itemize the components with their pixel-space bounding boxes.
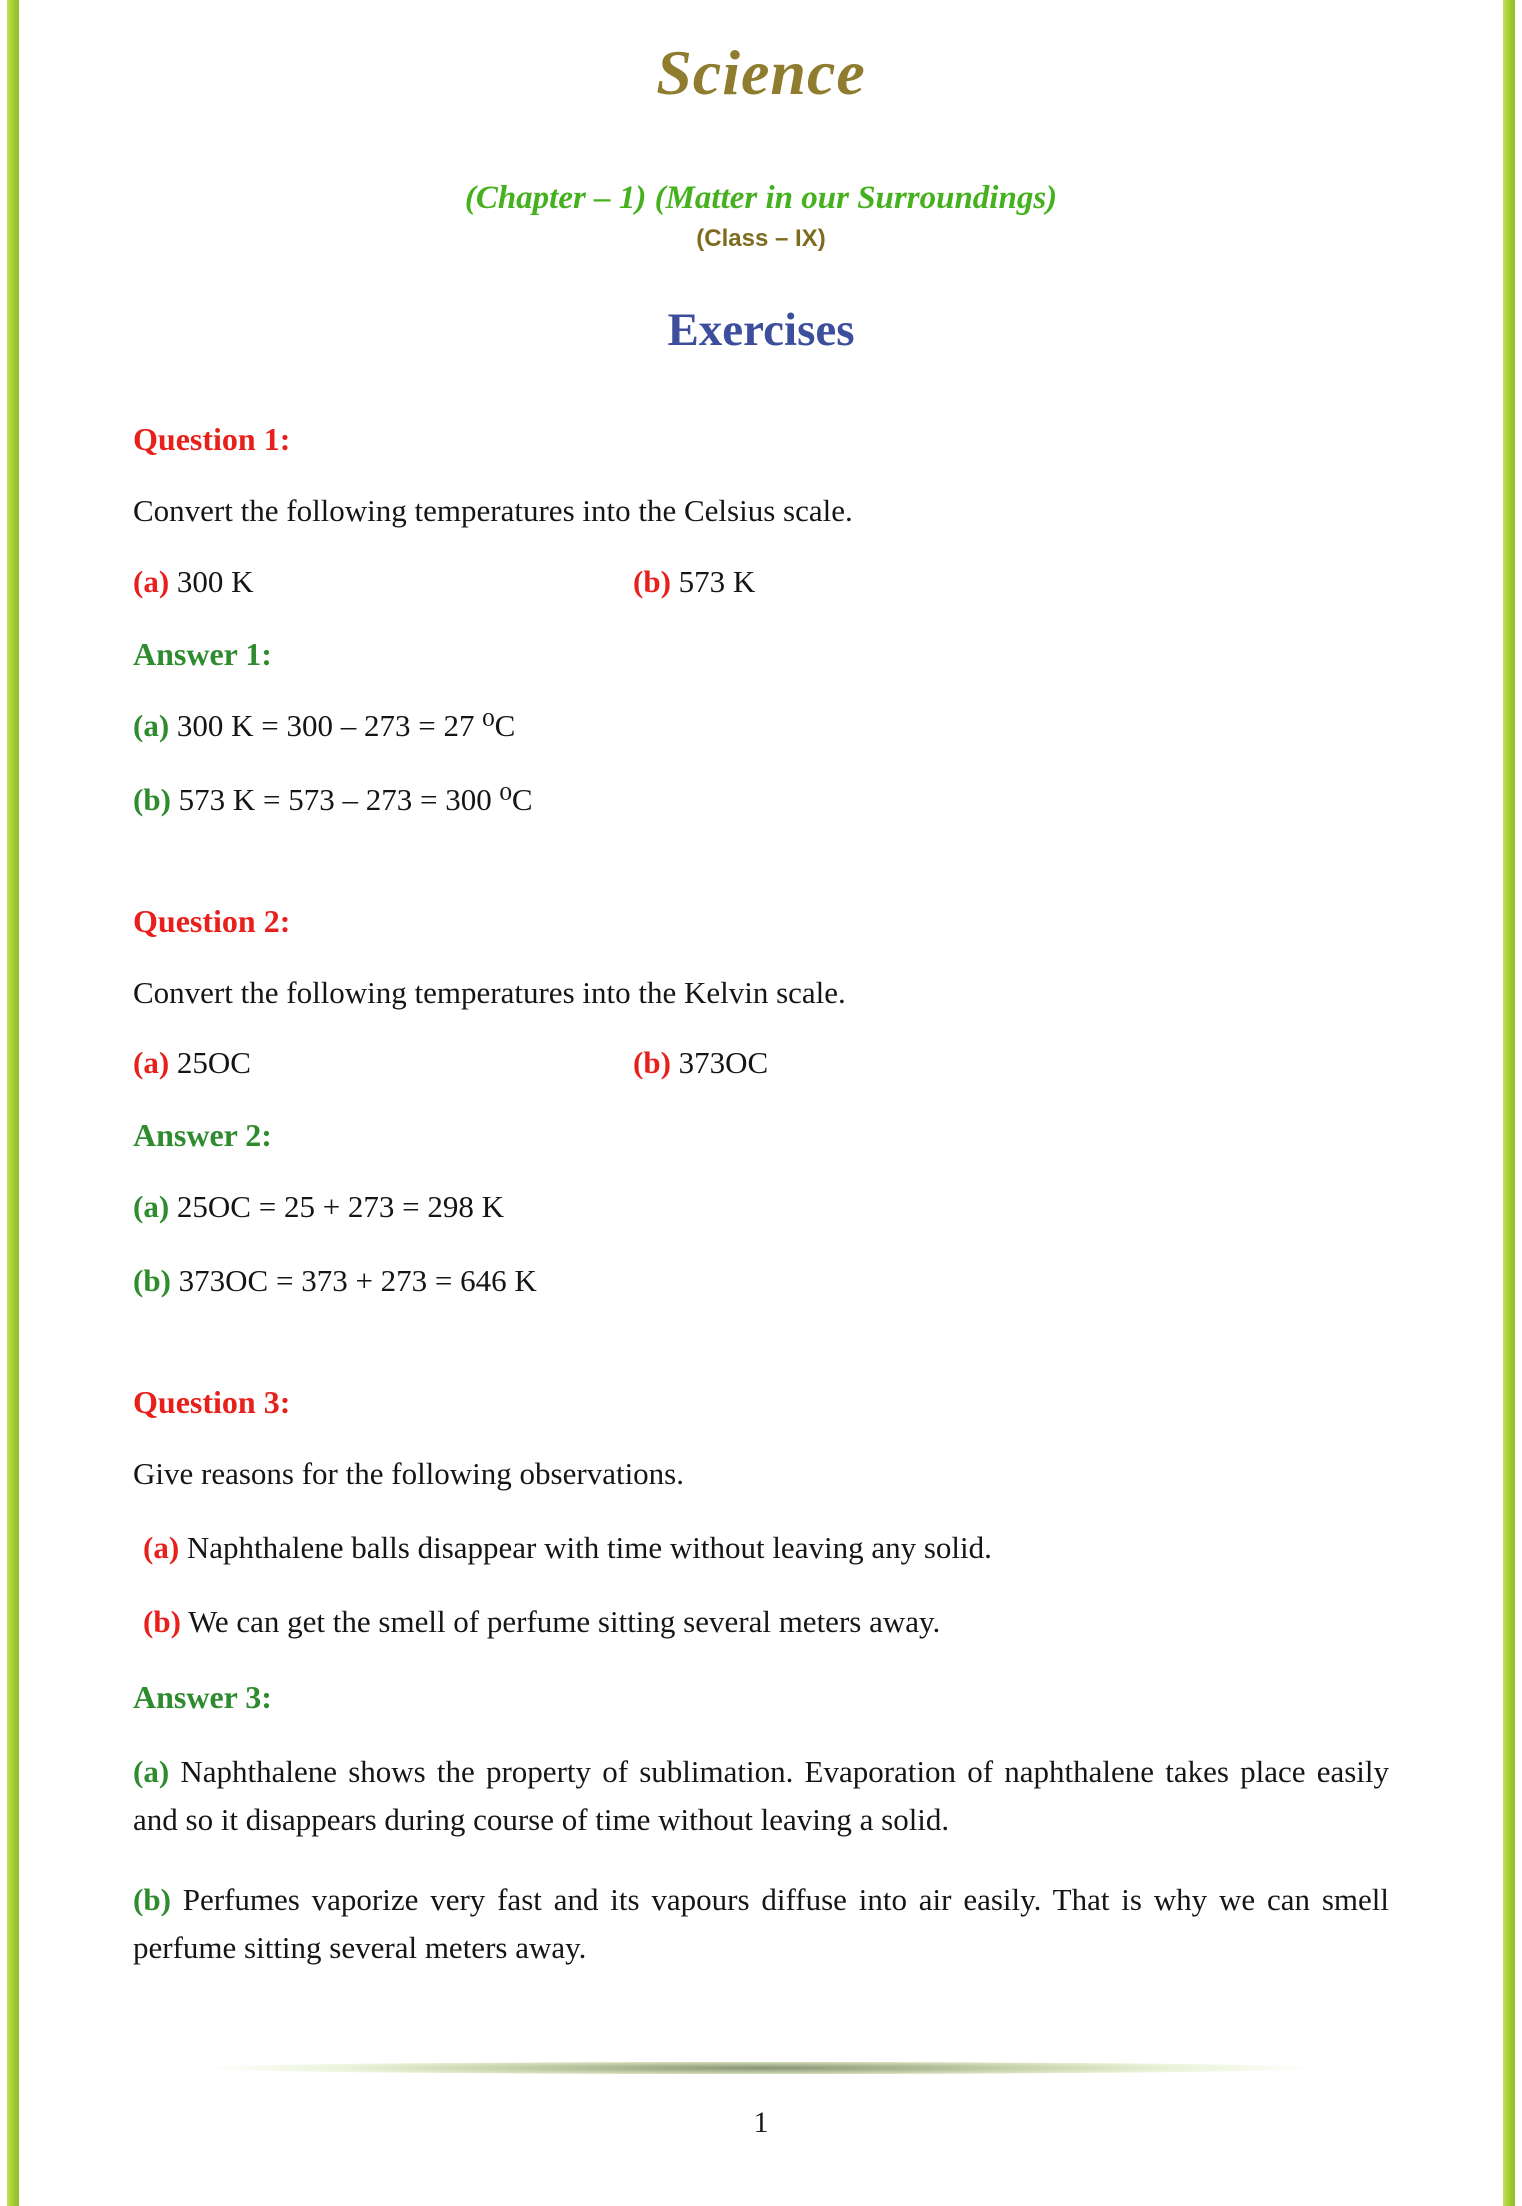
question-2-option-b — [633, 1045, 768, 1081]
answer-a-label: (a) — [133, 1189, 170, 1225]
answer-3-paragraph-b — [133, 1876, 1389, 1972]
option-a-label: (a) — [133, 563, 170, 599]
answer-a-label: (a) — [133, 1753, 170, 1789]
question-1-options — [133, 564, 1389, 600]
answer-b-label: (b) — [133, 781, 171, 817]
statement-a-label: (a) — [143, 1529, 180, 1565]
doc-title: Science — [656, 37, 866, 108]
answer-3-label: Answer 3: — [133, 1678, 272, 1715]
statement-b-label: (b) — [143, 1603, 181, 1639]
question-1-option-a — [133, 564, 633, 600]
footer-divider-ornament — [181, 2062, 1341, 2074]
answer-1-label: Answer 1: — [133, 635, 272, 672]
option-a-label: (a) — [133, 1045, 170, 1081]
question-3-statement-b — [133, 1601, 1389, 1643]
option-b-label: (b) — [633, 1045, 671, 1081]
answer-1-line-b — [133, 779, 1389, 821]
option-b-label: (b) — [633, 563, 671, 599]
statement-b-text: We can get the smell of perfume sitting several meters away. — [188, 1603, 941, 1639]
answer-b-text: 573 K = 573 – 273 = 300 ⁰C — [178, 781, 533, 817]
answer-b-label: (b) — [133, 1881, 171, 1917]
answer-2-line-a — [133, 1186, 1389, 1228]
question-1-prompt: Convert the following temperatures into the Celsius scale. — [133, 493, 853, 528]
statement-a-text: Naphthalene balls disappear with time without leaving any solid. — [186, 1529, 992, 1565]
answer-a-text: 25OC = 25 + 273 = 298 K — [176, 1189, 505, 1225]
question-3-statement-a — [133, 1527, 1389, 1569]
option-a-text: 25OC — [176, 1045, 251, 1081]
question-2-options — [133, 1045, 1389, 1081]
answer-3-paragraph-a — [133, 1748, 1389, 1844]
section-heading: Exercises — [667, 304, 855, 356]
question-3-prompt: Give reasons for the following observations. — [133, 1456, 684, 1492]
option-b-text: 373OC — [678, 1045, 769, 1081]
answer-b-text: Perfumes vaporize very fast and its vapours diffuse into air easily. That is why we can smell perfume sitting several meters away. — [133, 1881, 1390, 1965]
question-2-option-a — [133, 1045, 633, 1081]
question-1-label: Question 1: — [133, 421, 291, 457]
question-2-label: Question 2: — [133, 902, 291, 939]
option-a-text: 300 K — [176, 563, 254, 599]
answer-2-line-b — [133, 1260, 1389, 1302]
answer-b-text: 373OC = 373 + 273 = 646 K — [178, 1263, 537, 1299]
answer-2-label: Answer 2: — [133, 1117, 272, 1154]
answer-a-label: (a) — [133, 707, 170, 743]
answer-a-text: 300 K = 300 – 273 = 27 ⁰C — [176, 707, 516, 743]
question-3-label: Question 3: — [133, 1384, 291, 1421]
question-2-prompt: Convert the following temperatures into the Kelvin scale. — [133, 974, 846, 1010]
class-subtitle: (Class – IX) — [696, 225, 826, 252]
option-b-text: 573 K — [678, 563, 756, 599]
answer-1-line-a — [133, 705, 1389, 747]
answer-b-label: (b) — [133, 1263, 171, 1299]
chapter-subtitle: (Chapter – 1) (Matter in our Surroundings) — [464, 180, 1058, 216]
question-1-option-b — [633, 564, 755, 600]
page-number: 1 — [753, 2106, 769, 2139]
answer-a-text: Naphthalene shows the property of sublimation. Evaporation of naphthalene takes place easily and so it disappears during course of time without leaving a solid. — [133, 1753, 1390, 1837]
